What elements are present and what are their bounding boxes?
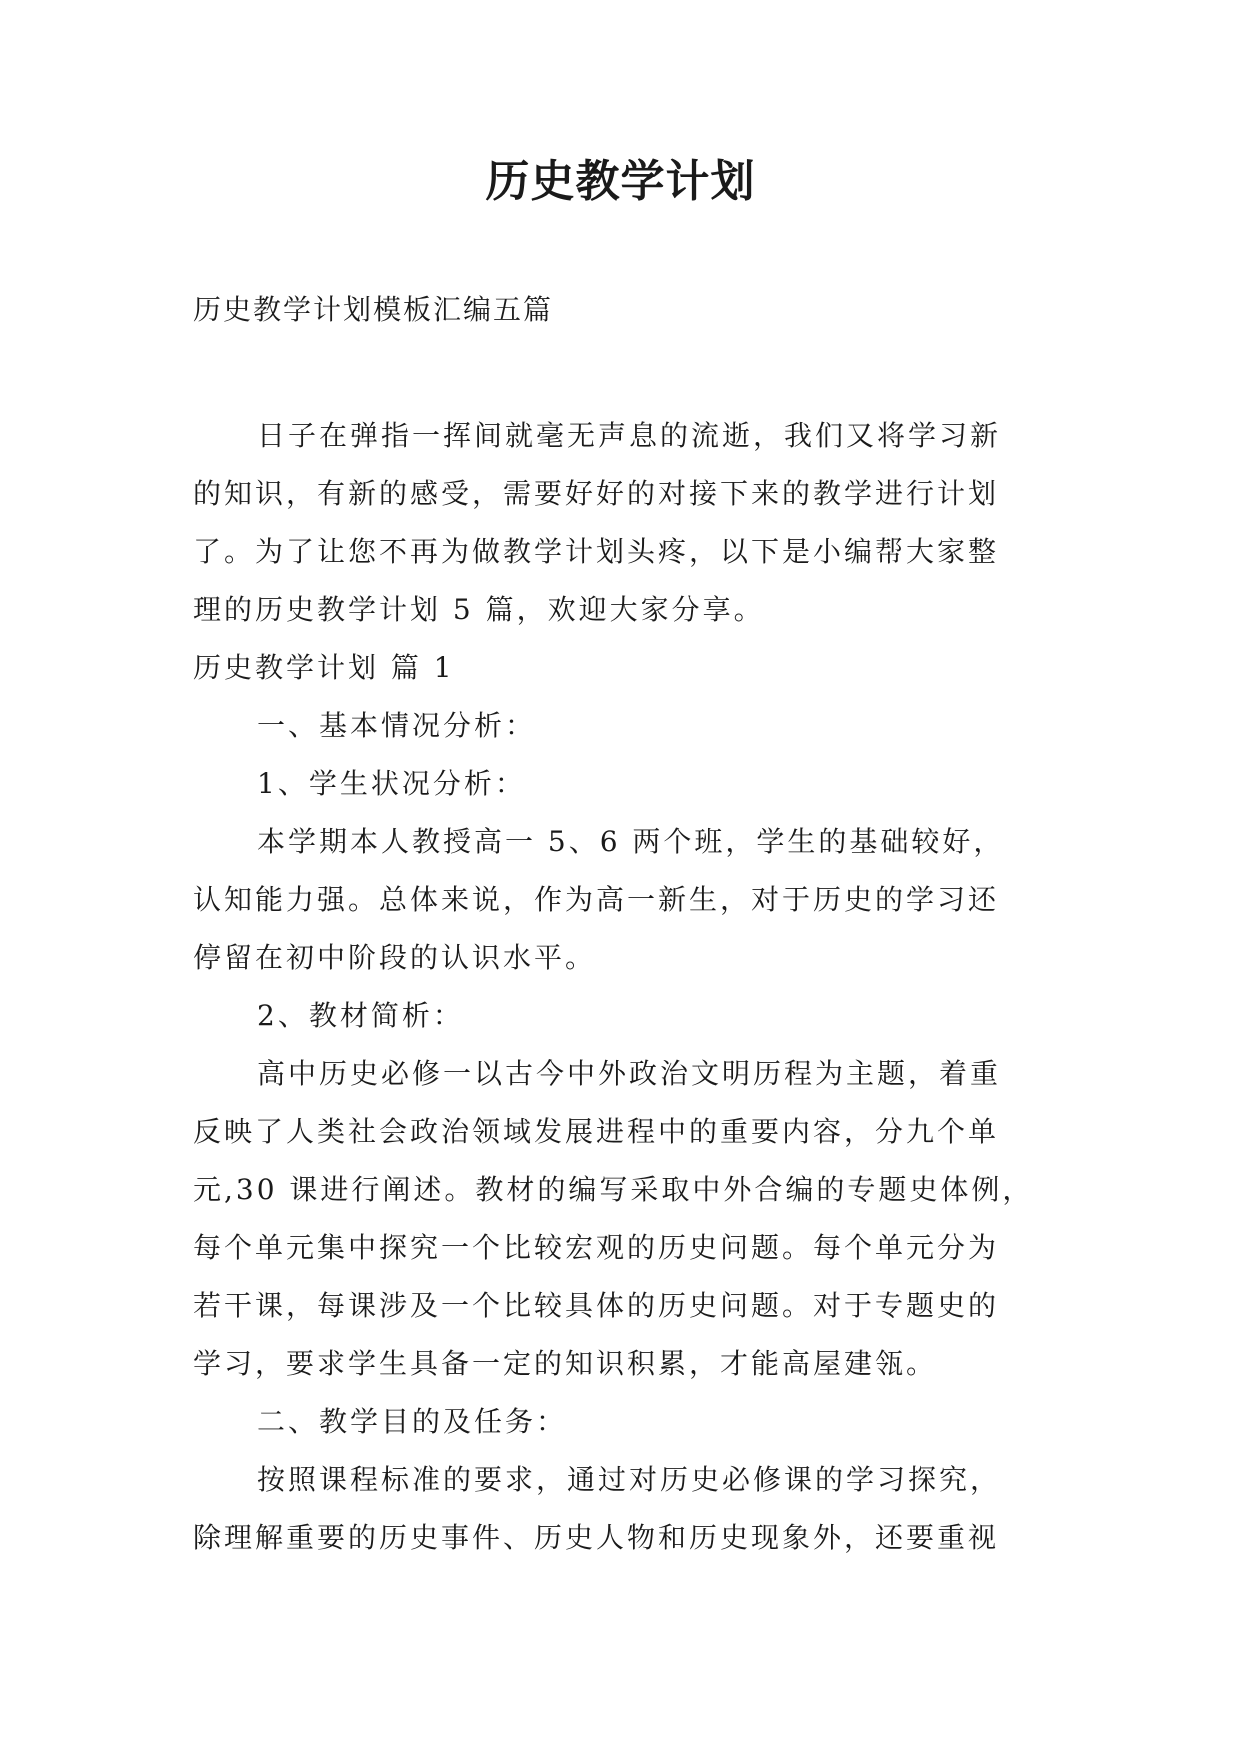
document-subtitle: 历史教学计划模板汇编五篇 [193, 293, 554, 326]
paragraph-line: 元,30 课进行阐述。教材的编写采取中外合编的专题史体例， [193, 1173, 1034, 1206]
document-body [193, 407, 1053, 1567]
section-heading: 二、教学目的及任务： [257, 1405, 568, 1438]
section-heading: 历史教学计划 篇 1 [193, 651, 455, 684]
paragraph-line: 日子在弹指一挥间就毫无声息的流逝，我们又将学习新 [257, 419, 1002, 452]
paragraph-line: 反映了人类社会政治领域发展进程中的重要内容，分九个单 [193, 1115, 1000, 1148]
paragraph-line: 理的历史教学计划 5 篇，欢迎大家分享。 [193, 593, 765, 626]
paragraph-line: 若干课，每课涉及一个比较具体的历史问题。对于专题史的 [193, 1289, 1000, 1322]
paragraph-line: 认知能力强。总体来说，作为高一新生，对于历史的学习还 [193, 883, 1000, 916]
paragraph-line: 学习，要求学生具备一定的知识积累，才能高屋建瓴。 [193, 1347, 938, 1380]
document-title: 历史教学计划 [485, 156, 756, 207]
paragraph-line: 每个单元集中探究一个比较宏观的历史问题。每个单元分为 [193, 1231, 1000, 1264]
paragraph-line: 的知识，有新的感受，需要好好的对接下来的教学进行计划 [193, 477, 1000, 510]
section-heading: 一、基本情况分析： [257, 709, 537, 742]
paragraph-line: 了。为了让您不再为做教学计划头疼，以下是小编帮大家整 [193, 535, 1000, 568]
subsection-heading: 2、教材简析： [257, 999, 464, 1032]
subsection-heading: 1、学生状况分析： [257, 767, 526, 800]
paragraph-line: 按照课程标准的要求，通过对历史必修课的学习探究， [257, 1463, 1002, 1496]
paragraph-line: 本学期本人教授高一 5、6 两个班，学生的基础较好， [257, 825, 1005, 858]
paragraph-line: 停留在初中阶段的认识水平。 [193, 941, 597, 974]
paragraph-line: 除理解重要的历史事件、历史人物和历史现象外，还要重视 [193, 1521, 1000, 1554]
paragraph-line: 高中历史必修一以古今中外政治文明历程为主题，着重 [257, 1057, 1002, 1090]
